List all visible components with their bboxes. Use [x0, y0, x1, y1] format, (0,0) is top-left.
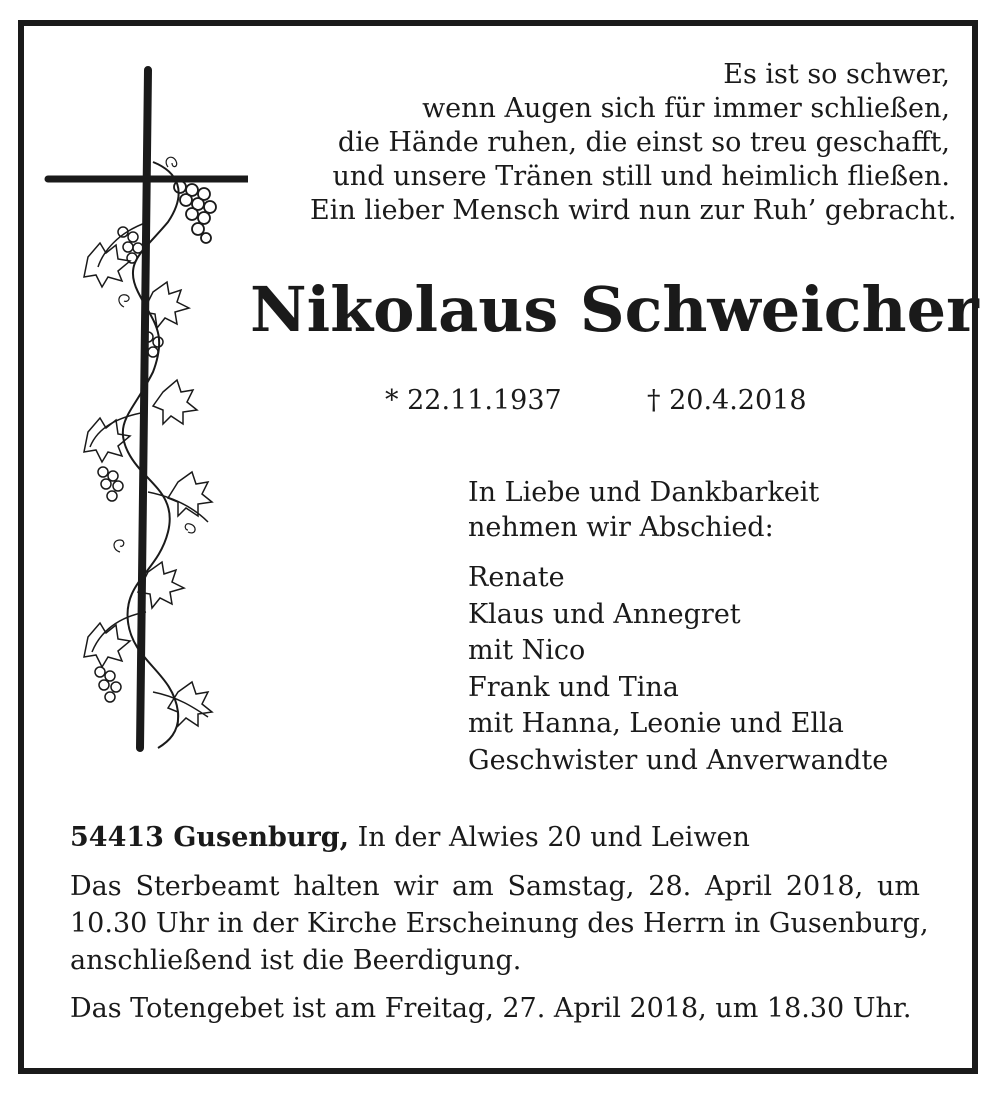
mourner-item: Renate: [468, 562, 565, 593]
birth-date: * 22.11.1937: [385, 385, 562, 416]
poem-line: wenn Augen sich für immer schließen,: [422, 93, 950, 124]
address-street: In der Alwies 20 und Leiwen: [349, 822, 750, 853]
farewell-line: nehmen wir Abschied:: [468, 512, 774, 543]
mourners-list: [468, 560, 948, 779]
poem: [310, 58, 957, 228]
life-dates: [385, 383, 845, 423]
farewell-text: [468, 475, 948, 545]
mourner-item: Klaus und Annegret: [468, 598, 741, 630]
death-date: † 20.4.2018: [647, 385, 807, 416]
address: [70, 820, 930, 856]
poem-line: Es ist so schwer,: [723, 59, 950, 90]
prayer-notice: Das Totengebet ist am Freitag, 27. April 2018, um 18.30 Uhr.: [70, 993, 912, 1024]
poem-line: und unsere Tränen still und heimlich fließen.: [332, 161, 950, 192]
poem-line: die Hände ruhen, die einst so treu geschafft,: [337, 127, 950, 158]
farewell-line: In Liebe und Dankbarkeit: [468, 477, 820, 508]
poem-line: Ein lieber Mensch wird nun zur Ruh’ gebracht.: [310, 195, 957, 226]
service-notice: [70, 868, 929, 979]
deceased-name: Nikolaus Schweicher: [250, 273, 979, 346]
mourner-item: mit Nico: [468, 635, 586, 666]
mourner-item: Frank und Tina: [468, 671, 679, 703]
mourner-item: mit Hanna, Leonie und Ella: [468, 708, 844, 739]
address-place: 54413 Gusenburg,: [70, 822, 350, 853]
service-line: anschließend ist die Beerdigung.: [70, 945, 522, 976]
service-line: 10.30 Uhr in der Kirche Erscheinung des Herrn in Gusenburg,: [70, 908, 929, 939]
mourner-item: Geschwister und Anverwandte: [468, 744, 889, 776]
service-line: Das Sterbeamt halten wir am Samstag, 28. April 2018, um: [70, 871, 920, 902]
cross-with-vine-icon: [28, 52, 248, 752]
